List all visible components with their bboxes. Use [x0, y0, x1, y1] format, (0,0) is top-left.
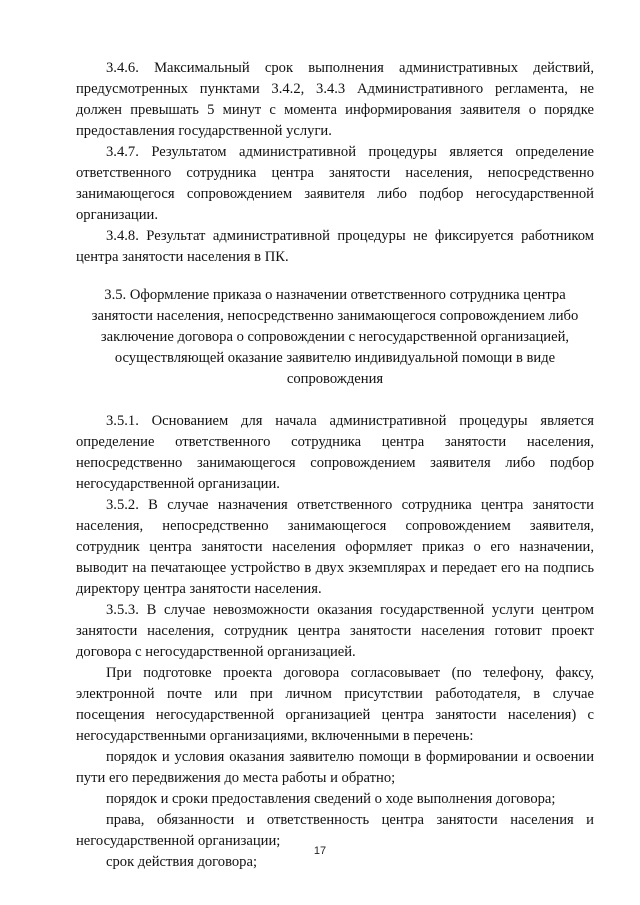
paragraph-3-4-8: 3.4.8. Результат административной процедуры не фиксируется работником центра занятости населения в ПК. — [76, 228, 594, 265]
page-body — [76, 58, 594, 873]
paragraph-3-4-7: 3.4.7. Результатом административной процедуры является определение ответственного сотрудника центра занятости населения, непосредственно занимающегося сопровождением заявителя либо подбор негосударственной организации. — [76, 144, 594, 223]
list-item-assistance-procedure: порядок и условия оказания заявителю помощи в формировании и освоении пути его передвижения до места работы и обратно; — [76, 749, 594, 786]
list-item-rights-obligations: права, обязанности и ответственность центра занятости населения и негосударственной организации; — [76, 812, 594, 849]
list-item-reporting-procedure: порядок и сроки предоставления сведений о ходе выполнения договора; — [106, 791, 556, 807]
paragraph-3-5-1: 3.5.1. Основанием для начала административной процедуры является определение ответственного сотрудника центра занятости населения, непосредственно занимающегося сопровождением заявителя либо подбор негосударственной организации. — [76, 413, 594, 492]
paragraph-3-5-2: 3.5.2. В случае назначения ответственного сотрудника центра занятости населения, непосредственно занимающегося сопровождением заявителя, сотрудник центра занятости населения оформляет приказ о его назначении, выводит на печатающее устройство в двух экземплярах и передает его на подпись директору центра занятости населения. — [76, 497, 594, 597]
page-number: 17 — [313, 845, 327, 857]
paragraph-3-5-3: 3.5.3. В случае невозможности оказания государственной услуги центром занятости населения, сотрудник центра занятости населения готовит проект договора с негосударственной организацией. — [76, 602, 594, 660]
spacer — [76, 390, 594, 411]
paragraph-3-4-6: 3.4.6. Максимальный срок выполнения административных действий, предусмотренных пунктами 3.4.2, 3.4.3 Административного регламента, не должен превышать 5 минут с момента информирования заявителя о порядке предоставления государственной услуги. — [76, 60, 594, 139]
paragraph-contract-preparation: При подготовке проекта договора согласовывает (по телефону, факсу, электронной почте или при личном присутствии работодателя, в случае посещения негосударственной организацией центра занятости населения) с негосударственными организациями, включенными в перечень: — [76, 665, 594, 744]
spacer — [76, 268, 594, 285]
list-item-contract-term: срок действия договора; — [106, 854, 257, 870]
section-heading-3-5: 3.5. Оформление приказа о назначении ответственного сотрудника центра занятости населения, непосредственно занимающегося сопровождением либо заключение договора о сопровождении с негосударственной организацией, осуществляющей оказание заявителю индивидуальной помощи в виде сопровождения — [91, 287, 579, 387]
